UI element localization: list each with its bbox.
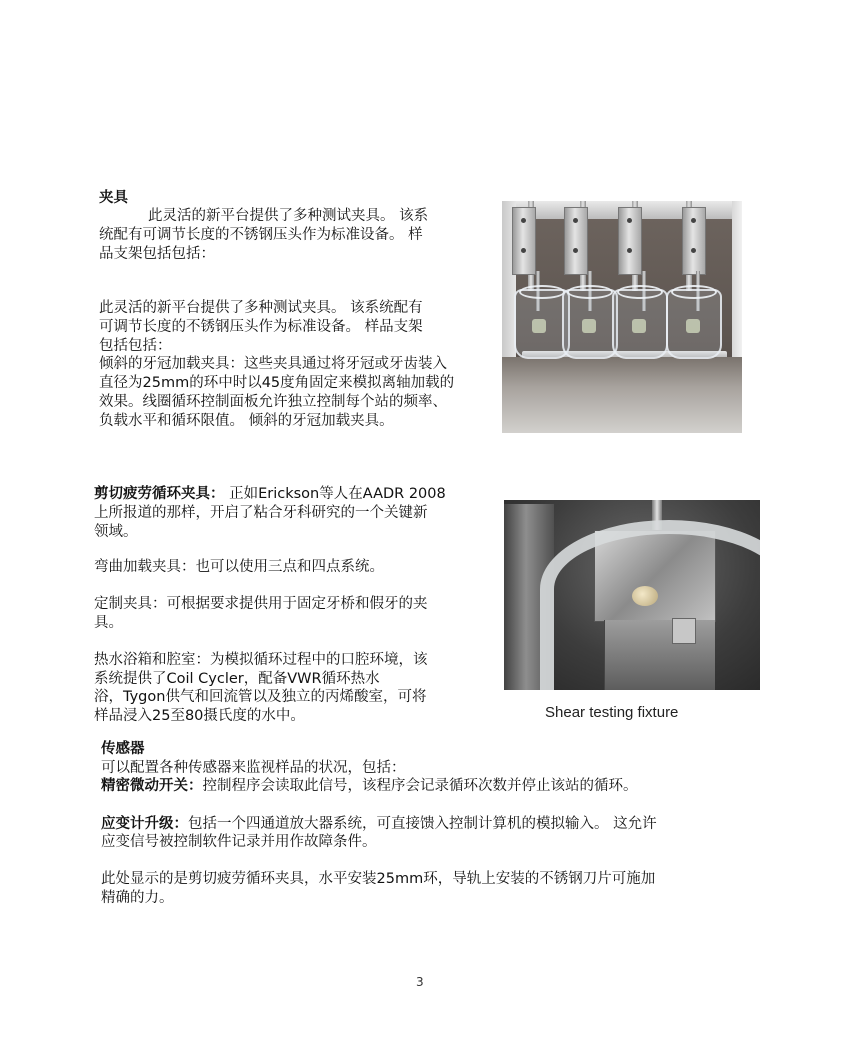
test-stations-photo [502, 201, 742, 433]
micro-switch-line [101, 777, 638, 796]
photo-caption: Shear testing fixture [545, 704, 679, 721]
fixtures-body-line-2: 可调节长度的不锈钢压头作为标准设备。 样品支架 [99, 319, 423, 335]
fixtures-body-line-6: 效果。线圈循环控制面板允许独立控制每个站的频率、 [99, 394, 447, 410]
strain-gauge-line-2: 应变信号被控制软件记录并用作故障条件。 [101, 834, 377, 850]
micro-switch-text: 控制程序会读取此信号，该程序会记录循环次数并停止该站的循环。 [202, 778, 638, 794]
shear-fixture-line-1 [94, 485, 446, 504]
water-bath-line-3: 浴，Tygon供气和回流管以及独立的丙烯酸室，可将 [94, 689, 427, 705]
fixtures-body-line-5: 直径为25mm的环中时以45度角固定来模拟离轴加载的 [99, 375, 455, 391]
final-note-line-1: 此处显示的是剪切疲劳循环夹具，水平安装25mm环，导轨上安装的不锈钢刀片可施加 [101, 871, 656, 887]
bending-fixture-line: 弯曲加载夹具：也可以使用三点和四点系统。 [94, 559, 384, 575]
shear-fixture-line-2: 上所报道的那样，开启了粘合牙科研究的一个关键新 [94, 505, 428, 521]
sensors-intro: 可以配置各种传感器来监视样品的状况，包括： [101, 760, 406, 776]
section-heading-sensors: 传感器 [101, 741, 145, 757]
shear-fixture-text: 正如Erickson等人在AADR 2008 [224, 486, 446, 502]
strain-gauge-text: 包括一个四通道放大器系统，可直接馈入控制计算机的模拟输入。 这允许 [188, 816, 657, 832]
shear-fixture-line-3: 领域。 [94, 524, 138, 540]
micro-switch-label: 精密微动开关： [101, 778, 203, 794]
fixtures-intro-line-3: 品支架包括包括： [99, 246, 215, 262]
strain-gauge-label: 应变计升级： [101, 816, 188, 832]
section-heading-fixtures: 夹具 [99, 190, 128, 206]
fixtures-body-line-3: 包括包括： [99, 338, 172, 354]
custom-fixture-line-1: 定制夹具：可根据要求提供用于固定牙桥和假牙的夹 [94, 596, 428, 612]
page-number: 3 [416, 975, 424, 989]
water-bath-line-4: 样品浸入25至80摄氏度的水中。 [94, 708, 305, 724]
shear-fixture-photo [504, 500, 760, 690]
water-bath-line-2: 系统提供了Coil Cycler，配备VWR循环热水 [94, 671, 380, 687]
fixtures-body-line-1: 此灵活的新平台提供了多种测试夹具。 该系统配有 [99, 300, 423, 316]
shear-fixture-label: 剪切疲劳循环夹具： [94, 486, 225, 502]
fixtures-body-line-7: 负载水平和循环限值。 倾斜的牙冠加载夹具。 [99, 413, 394, 429]
fixtures-intro-line-2: 统配有可调节长度的不锈钢压头作为标准设备。 样 [99, 227, 423, 243]
water-bath-line-1: 热水浴箱和腔室：为模拟循环过程中的口腔环境，该 [94, 652, 428, 668]
final-note-line-2: 精确的力。 [101, 890, 174, 906]
custom-fixture-line-2: 具。 [94, 615, 123, 631]
fixtures-body-line-4: 倾斜的牙冠加载夹具：这些夹具通过将牙冠或牙齿装入 [99, 356, 447, 372]
fixtures-intro-line-1: 此灵活的新平台提供了多种测试夹具。 该系 [148, 208, 429, 224]
strain-gauge-line-1 [101, 815, 657, 834]
